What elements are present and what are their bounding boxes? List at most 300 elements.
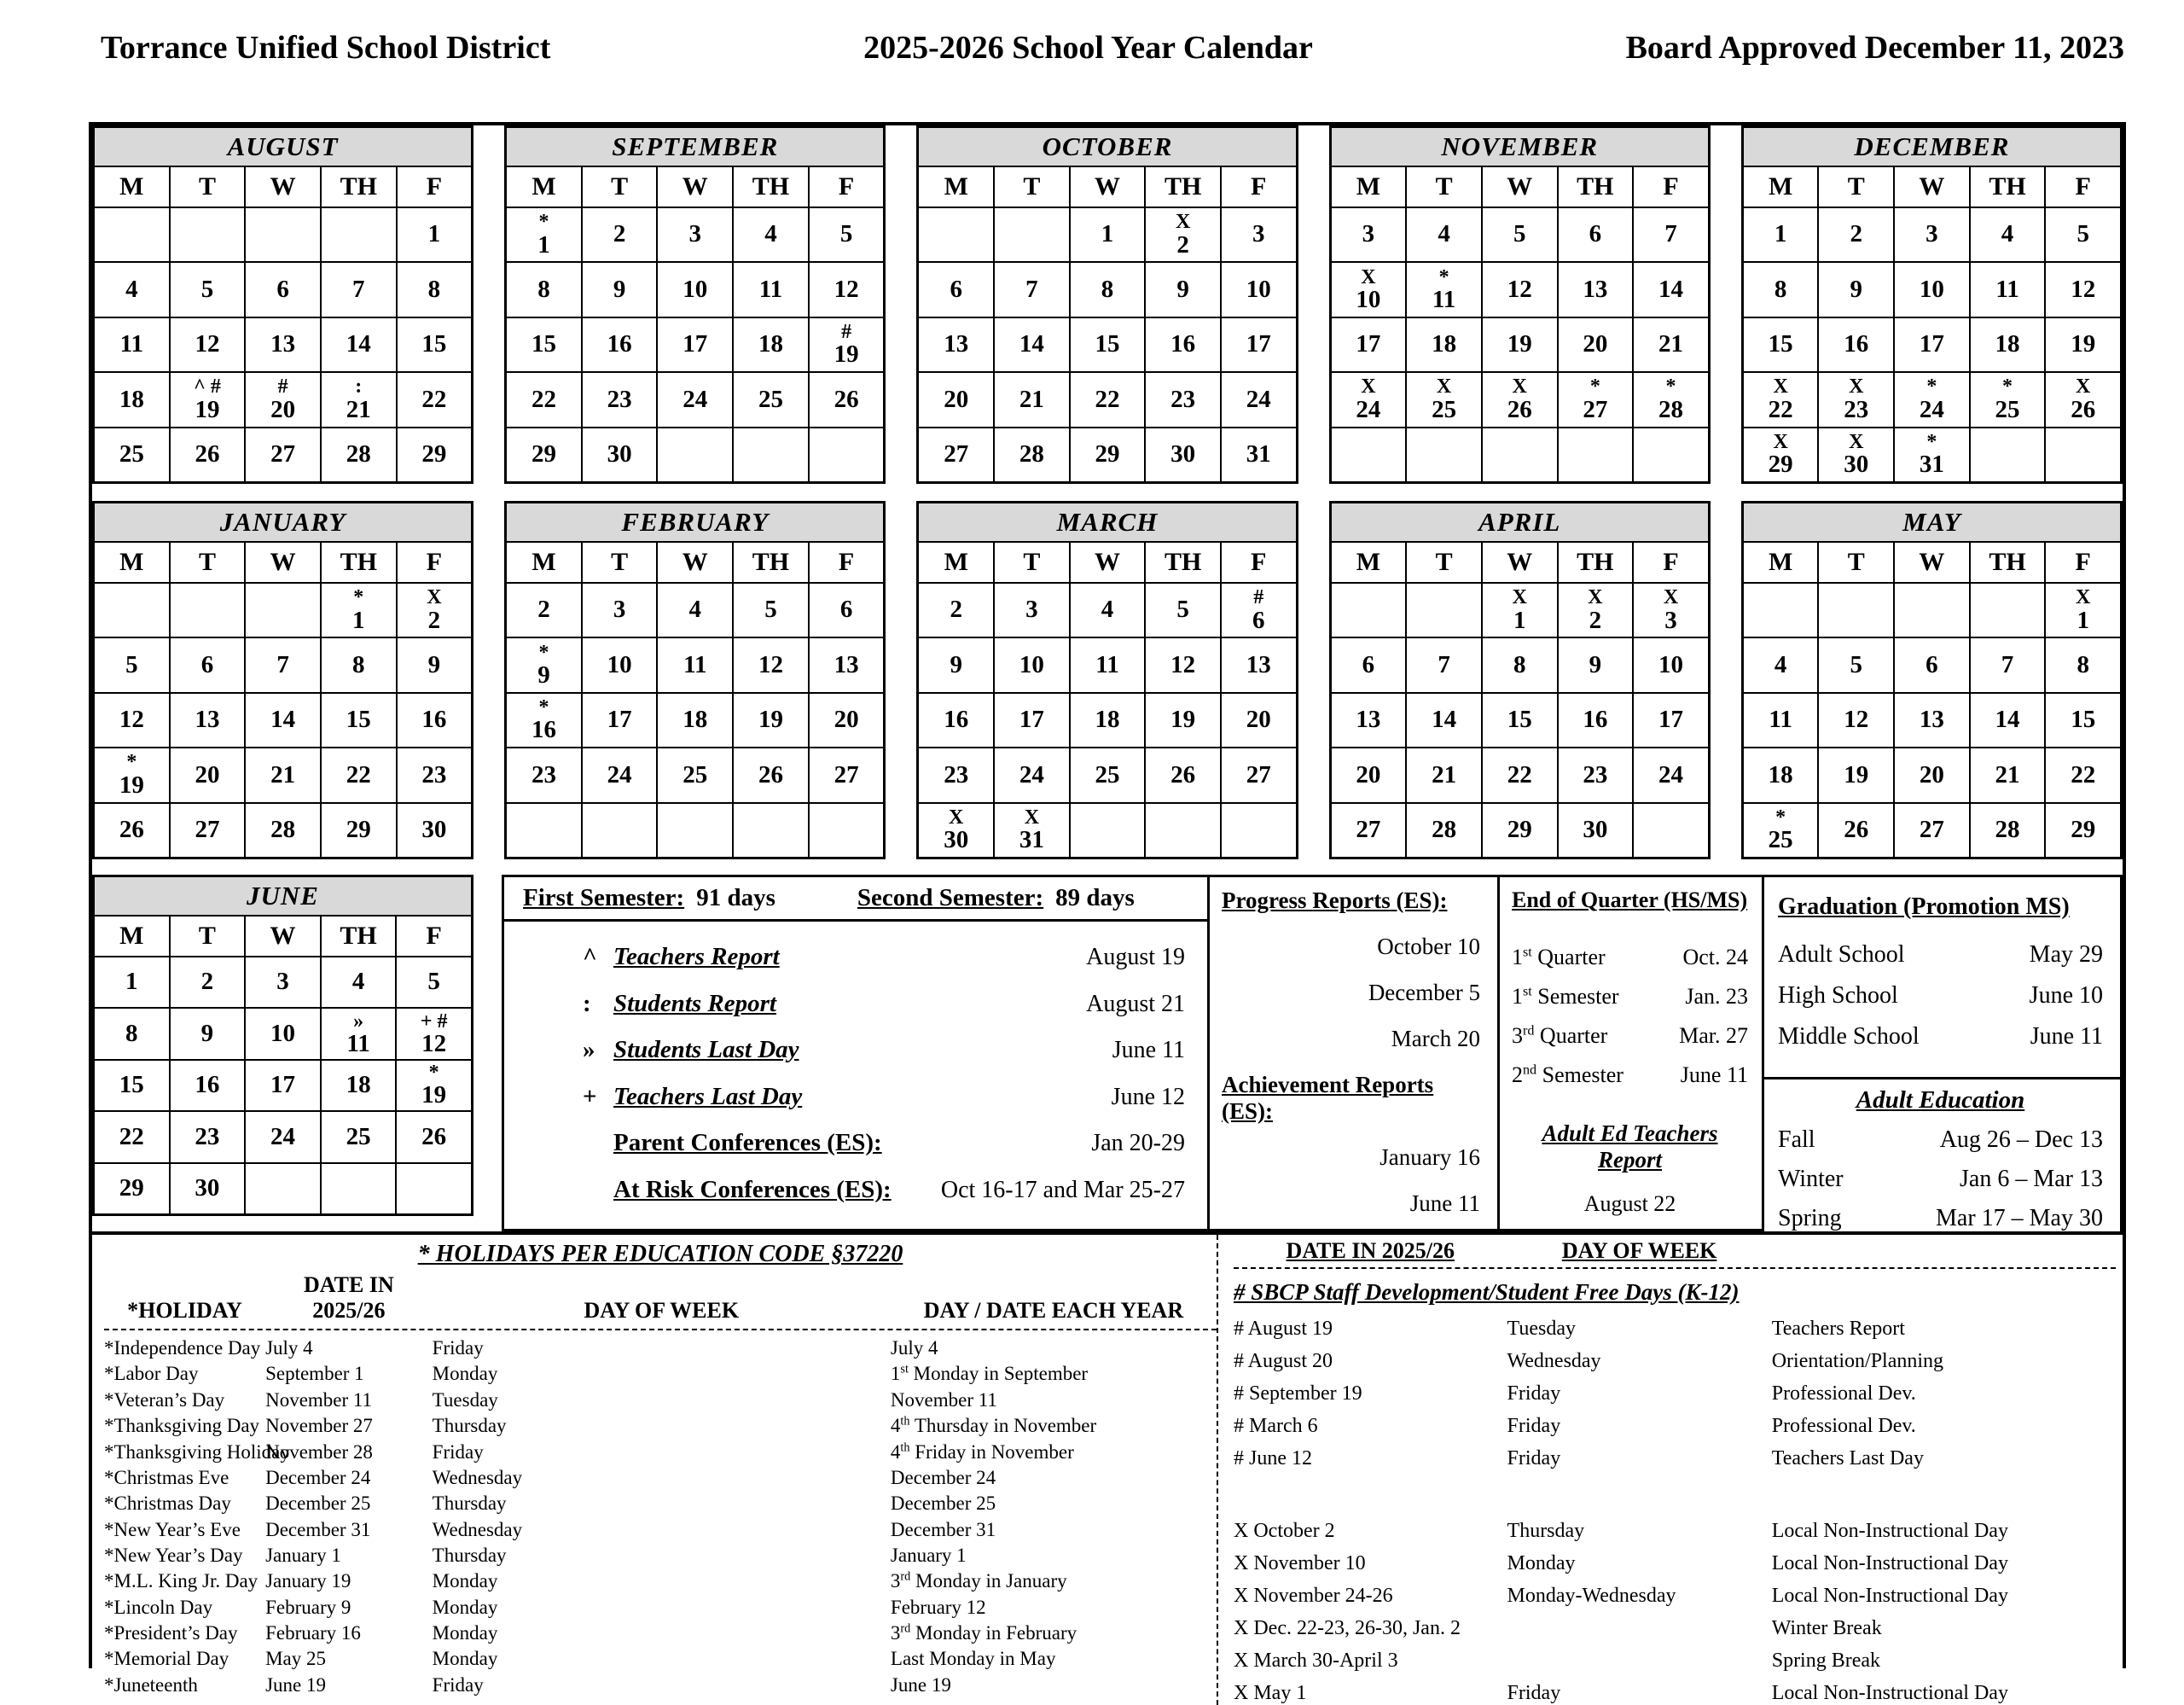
month-title: MAY: [1744, 503, 2120, 543]
week-row: [95, 1009, 471, 1060]
graduation-row: [1778, 941, 2103, 969]
day-number: 3: [1252, 220, 1265, 248]
day-number: 20: [1919, 760, 1944, 788]
day-cell: [995, 208, 1071, 261]
day-cell: [322, 1112, 398, 1161]
day-number: 24: [1919, 395, 1944, 423]
day-cell: [919, 694, 995, 747]
graduation-date: June 11: [2030, 1023, 2103, 1050]
week-row: [95, 208, 471, 263]
weekday-header-row: [507, 543, 883, 584]
day-cell: [1559, 318, 1635, 371]
end-of-quarter-title: End of Quarter (HS/MS): [1512, 887, 1748, 912]
day-cell: [1222, 428, 1296, 481]
day-number: 25: [1432, 395, 1457, 423]
day-cell: [1407, 208, 1483, 261]
june-slot: [92, 875, 473, 1216]
day-cell: [246, 1061, 322, 1110]
day-cell: [1971, 804, 2047, 857]
day-number: 15: [119, 1071, 144, 1099]
weekday-label: TH: [322, 543, 398, 582]
day-number: 4: [125, 275, 138, 303]
day-cell: [1407, 263, 1483, 316]
holiday-cell: Monday: [432, 1596, 498, 1618]
summary-row: [92, 875, 2123, 1231]
week-row: [1744, 584, 2120, 638]
day-number: 26: [1507, 395, 1532, 423]
day-number: 26: [834, 385, 859, 413]
day-cell: [1146, 694, 1222, 747]
day-cell: [1971, 208, 2047, 261]
day-cell: [246, 1009, 322, 1058]
day-number: 2: [1176, 230, 1189, 259]
month-title: MARCH: [919, 503, 1295, 543]
day-cell: [95, 1009, 171, 1058]
day-cell: [397, 1061, 471, 1110]
day-number: 26: [421, 1122, 447, 1150]
day-number: 29: [346, 816, 371, 844]
day-cell: [734, 373, 810, 426]
week-row: [507, 804, 883, 857]
week-row: [507, 373, 883, 428]
month-june: [92, 875, 473, 1216]
day-number: 19: [195, 395, 220, 423]
day-number: 5: [1850, 650, 1863, 678]
holiday-cell: Wednesday: [432, 1466, 523, 1488]
day-cell: [919, 804, 995, 857]
sbcp-cell: X May 1: [1234, 1682, 1307, 1704]
legend-date: Jan 20-29: [1091, 1130, 1185, 1157]
holiday-cell: *New Year’s Eve: [104, 1518, 241, 1540]
day-cell: [2046, 208, 2120, 261]
day-number: 30: [944, 826, 969, 854]
day-cell: [322, 804, 398, 857]
weekday-label: T: [995, 543, 1071, 582]
day-cell: [583, 694, 659, 747]
graduation-row: [1778, 1023, 2103, 1050]
day-cell: [919, 428, 995, 481]
month-title: FEBRUARY: [507, 503, 883, 543]
day-number: 16: [607, 330, 632, 358]
day-cell: [658, 638, 734, 691]
day-number: 25: [119, 440, 144, 468]
day-cell: [1634, 208, 1708, 261]
day-number: 8: [427, 275, 441, 303]
day-cell: [1071, 804, 1147, 857]
day-number: 23: [195, 1122, 220, 1150]
day-cell: [322, 318, 398, 371]
day-cell: [246, 804, 322, 857]
day-cell: [1819, 263, 1895, 316]
day-cell: [1483, 748, 1559, 801]
day-cell: [1634, 804, 1708, 857]
day-number: 3: [688, 220, 702, 248]
day-cell: [1407, 318, 1483, 371]
week-row: [95, 318, 471, 373]
day-cell: [1071, 263, 1147, 316]
sbcp-cell: [1507, 1650, 1772, 1673]
day-number: 1: [1513, 606, 1526, 634]
day-cell: [995, 263, 1071, 316]
day-cell: [95, 638, 171, 691]
adult-education-term: Winter: [1778, 1166, 1844, 1192]
day-cell: [1222, 318, 1296, 371]
day-cell: [507, 208, 583, 261]
graduation-date: June 10: [2029, 982, 2103, 1010]
day-cell: [1483, 373, 1559, 426]
legend-item: [583, 1036, 1185, 1064]
adult-education-dates: Aug 26 – Dec 13: [1939, 1126, 2103, 1153]
day-cell: [995, 373, 1071, 426]
day-number: 24: [682, 385, 708, 413]
legend-symbol: »: [583, 1036, 595, 1064]
week-row: [919, 208, 1295, 263]
day-number: 13: [1356, 706, 1381, 734]
day-number: 23: [1583, 760, 1608, 788]
weekday-label: W: [1895, 543, 1971, 582]
week-row: [507, 318, 883, 373]
holiday-cell: January 1: [890, 1544, 967, 1566]
day-cell: [1971, 694, 2047, 747]
day-cell: [2046, 694, 2120, 747]
day-cell: [658, 428, 734, 481]
day-number: 10: [1019, 650, 1044, 678]
approval-note: Board Approved December 11, 2023: [1625, 30, 2124, 66]
day-number: 18: [1995, 330, 2020, 358]
weekday-label: TH: [1146, 543, 1222, 582]
day-cell: [1071, 748, 1147, 801]
day-cell: [1483, 428, 1559, 481]
week-row: [1744, 804, 2120, 857]
week-row: [919, 694, 1295, 748]
end-of-quarter-row: [1512, 1062, 1748, 1088]
day-cell: [1146, 373, 1222, 426]
day-number: 6: [950, 275, 962, 303]
day-symbol: X: [1436, 375, 1452, 399]
day-cell: [1634, 584, 1708, 637]
day-number: 22: [1095, 385, 1120, 413]
day-number: 18: [758, 330, 783, 358]
day-cell: [2046, 263, 2120, 316]
day-symbol: *: [1775, 806, 1786, 829]
holidays-column-header: *HOLIDAY: [127, 1297, 242, 1323]
week-row: [1332, 318, 1708, 373]
week-row: [95, 694, 471, 748]
holiday-cell: July 4: [890, 1337, 938, 1359]
day-symbol: X: [2076, 586, 2091, 609]
month-title: SEPTEMBER: [507, 128, 883, 167]
day-number: 1: [125, 968, 138, 996]
day-cell: [1332, 638, 1408, 691]
weekday-label: M: [1332, 167, 1408, 207]
day-symbol: *: [1589, 375, 1600, 399]
day-cell: [322, 1164, 398, 1213]
weekday-label: M: [95, 543, 171, 582]
holiday-row: [104, 1570, 1217, 1592]
day-number: 7: [1664, 220, 1677, 248]
day-number: 24: [1246, 385, 1271, 413]
day-cell: [95, 428, 171, 481]
sbcp-cell: Teachers Last Day: [1771, 1447, 1924, 1469]
month-may: [1741, 501, 2123, 859]
day-number: 18: [119, 385, 144, 413]
day-number: 5: [764, 596, 777, 624]
holidays-rows: [104, 1330, 1217, 1705]
weekday-label: F: [838, 548, 855, 576]
day-cell: [1071, 694, 1147, 747]
day-cell: [398, 263, 472, 316]
sbcp-cell: # March 6: [1234, 1415, 1318, 1437]
holiday-row: [104, 1389, 1217, 1411]
day-cell: [810, 263, 884, 316]
day-number: 28: [1432, 816, 1457, 844]
weekday-label: W: [658, 543, 734, 582]
month-title: OCTOBER: [919, 128, 1295, 167]
day-cell: [1634, 748, 1708, 801]
day-cell: [95, 1061, 171, 1110]
month-august: [92, 125, 473, 484]
day-symbol: X: [1773, 375, 1788, 399]
day-cell: [95, 318, 171, 371]
day-cell: [95, 957, 171, 1007]
weekday-header-row: [507, 167, 883, 208]
day-cell: [246, 208, 322, 261]
day-number: 11: [1995, 275, 2019, 303]
day-cell: [658, 373, 734, 426]
day-cell: [1222, 373, 1296, 426]
day-cell: [995, 318, 1071, 371]
day-number: 27: [270, 440, 296, 468]
day-cell: [1971, 428, 2047, 481]
progress-date: December 5: [1368, 980, 1480, 1005]
day-number: 7: [2001, 650, 2014, 678]
calendar-frame: [89, 122, 2126, 1704]
end-of-quarter-date: June 11: [1680, 1062, 1748, 1088]
day-cell: [995, 694, 1071, 747]
day-number: 6: [200, 650, 214, 678]
day-number: 16: [531, 716, 557, 744]
day-cell: [1744, 318, 1820, 371]
day-number: 8: [1774, 275, 1787, 303]
day-number: 14: [1995, 706, 2020, 734]
day-cell: [583, 584, 659, 637]
day-number: 27: [195, 816, 220, 844]
week-row: [1332, 694, 1708, 748]
week-row: [1744, 428, 2120, 481]
day-cell: [171, 318, 247, 371]
day-cell: [397, 1112, 471, 1161]
day-cell: [95, 373, 171, 426]
month-title: JUNE: [95, 877, 471, 917]
holiday-row: [104, 1363, 1217, 1385]
legend-item: [583, 943, 1185, 971]
day-cell: [1332, 208, 1408, 261]
day-number: 8: [1513, 650, 1526, 678]
weekday-label: T: [583, 543, 659, 582]
day-number: 17: [1356, 330, 1381, 358]
district-title: Torrance Unified School District: [101, 30, 551, 66]
day-number: 10: [607, 650, 632, 678]
day-cell: [1407, 638, 1483, 691]
day-cell: [1559, 263, 1635, 316]
day-cell: [1971, 373, 2047, 426]
week-row: [95, 1061, 471, 1112]
day-cell: [1744, 428, 1820, 481]
day-number: 9: [1176, 275, 1189, 303]
adult-ed-teachers-report-date: August 22: [1583, 1190, 1676, 1216]
week-row: [1332, 263, 1708, 317]
day-cell: [95, 804, 171, 857]
holiday-cell: *Veteran’s Day: [104, 1388, 225, 1411]
holiday-cell: Thursday: [432, 1493, 507, 1515]
day-cell: [1744, 263, 1820, 316]
day-cell: [171, 1009, 247, 1058]
day-number: 1: [537, 230, 550, 259]
day-symbol: *: [126, 751, 137, 774]
first-semester: [523, 884, 775, 912]
day-cell: [171, 208, 247, 261]
day-number: 29: [1768, 451, 1793, 479]
sbcp-cell: # September 19: [1234, 1382, 1362, 1405]
day-cell: [171, 428, 247, 481]
day-number: 5: [200, 275, 214, 303]
day-number: 17: [607, 706, 632, 734]
day-number: 23: [607, 385, 632, 413]
day-cell: [95, 1164, 171, 1213]
day-cell: [398, 428, 472, 481]
day-cell: [171, 694, 247, 747]
day-cell: [507, 373, 583, 426]
day-cell: [1819, 584, 1895, 637]
day-cell: [1819, 804, 1895, 857]
day-symbol: ^ #: [193, 375, 221, 399]
day-cell: [919, 373, 995, 426]
sbcp-cell: Thursday: [1507, 1520, 1585, 1542]
day-number: 26: [195, 440, 220, 468]
day-number: 24: [1019, 760, 1044, 788]
holiday-cell: Tuesday: [432, 1388, 498, 1411]
day-cell: [919, 263, 995, 316]
day-number: 22: [346, 760, 371, 788]
day-number: 20: [195, 760, 220, 788]
holidays-header-row: [104, 1272, 1217, 1330]
day-cell: [583, 804, 659, 857]
holiday-cell: *Thanksgiving Day: [104, 1415, 260, 1437]
day-cell: [658, 318, 734, 371]
day-symbol: X: [1773, 430, 1788, 453]
weekday-label: T: [1407, 167, 1483, 207]
holiday-row: [104, 1519, 1217, 1541]
day-cell: [1559, 638, 1635, 691]
day-number: 2: [1850, 220, 1863, 248]
day-cell: [322, 694, 398, 747]
day-symbol: X: [1663, 586, 1679, 609]
day-cell: [919, 584, 995, 637]
day-cell: [919, 208, 995, 261]
day-cell: [1222, 584, 1296, 637]
day-cell: [995, 584, 1071, 637]
day-cell: [734, 804, 810, 857]
weekday-label: T: [1819, 167, 1895, 207]
week-row: [507, 428, 883, 481]
day-number: 15: [346, 706, 371, 734]
sbcp-cell: Tuesday: [1507, 1318, 1576, 1340]
holiday-row: [104, 1597, 1217, 1619]
day-number: 28: [270, 816, 296, 844]
graduation-label: Adult School: [1778, 941, 1905, 969]
day-number: 11: [1432, 286, 1456, 314]
weekday-label: T: [171, 167, 247, 207]
weekday-label: F: [1251, 172, 1267, 201]
weekday-label: M: [507, 167, 583, 207]
holiday-cell: Last Monday in May: [890, 1648, 1056, 1670]
first-semester-label: First Semester:: [523, 884, 685, 911]
day-cell: [1634, 318, 1708, 371]
day-number: 17: [682, 330, 708, 358]
day-cell: [734, 748, 810, 801]
holiday-row: [104, 1493, 1217, 1515]
day-cell: [1559, 208, 1635, 261]
graduation-label: High School: [1778, 982, 1898, 1010]
day-symbol: *: [538, 695, 549, 719]
day-number: 24: [1356, 395, 1381, 423]
day-cell: [2046, 428, 2120, 481]
day-number: 20: [270, 395, 296, 423]
legend-label: Students Report: [613, 989, 776, 1017]
graduation-column: [1764, 875, 2123, 1231]
legend-label: Teachers Last Day: [613, 1082, 803, 1110]
weekday-label: F: [1663, 548, 1679, 576]
holiday-cell: December 31: [890, 1518, 996, 1540]
day-number: 5: [1513, 220, 1526, 248]
day-cell: [1071, 638, 1147, 691]
day-symbol: X: [1361, 265, 1376, 288]
day-symbol: *: [353, 586, 364, 609]
day-cell: [95, 748, 171, 801]
week-row: [1332, 208, 1708, 263]
day-cell: [1483, 263, 1559, 316]
day-symbol: #: [841, 320, 852, 343]
day-number: 23: [531, 760, 557, 788]
sbcp-row: [1234, 1682, 2116, 1705]
day-cell: [246, 428, 322, 481]
legend-date: June 11: [1112, 1037, 1185, 1064]
sbcp-row: [1234, 1382, 2116, 1405]
holiday-cell: January 19: [265, 1570, 351, 1592]
holiday-cell: December 24: [890, 1466, 996, 1488]
day-cell: [171, 373, 247, 426]
holiday-cell: November 11: [265, 1388, 373, 1411]
day-cell: [507, 748, 583, 801]
day-number: 16: [195, 1071, 220, 1099]
weekday-label: M: [95, 917, 171, 956]
adult-education-row: [1778, 1205, 2103, 1232]
day-number: 17: [1658, 706, 1683, 734]
day-cell: [1559, 804, 1635, 857]
day-cell: [322, 957, 398, 1007]
week-row: [95, 638, 471, 693]
day-number: 27: [1583, 395, 1608, 423]
day-number: 29: [119, 1174, 144, 1202]
week-row: [1332, 638, 1708, 693]
legend-item: [583, 1083, 1185, 1111]
day-cell: [322, 263, 398, 316]
holiday-cell: Monday: [432, 1363, 498, 1385]
day-number: 12: [1507, 275, 1532, 303]
sbcp-cell: Friday: [1507, 1415, 1561, 1437]
end-of-quarter-date: Mar. 27: [1679, 1023, 1748, 1049]
day-number: 17: [1246, 330, 1271, 358]
